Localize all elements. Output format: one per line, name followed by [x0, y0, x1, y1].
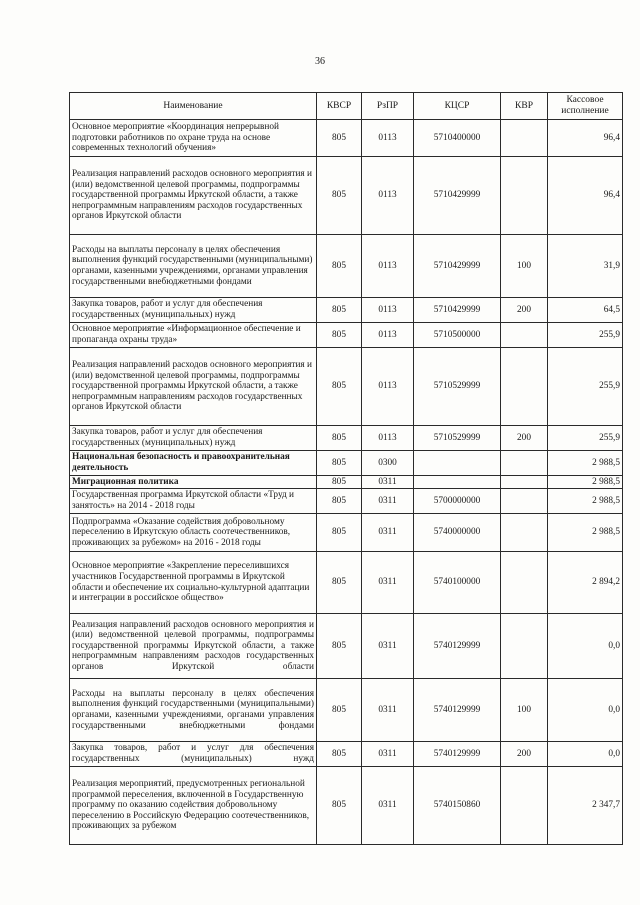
cell-kvr	[501, 120, 548, 157]
cell-kvr	[501, 348, 548, 426]
cell-name: Подпрограмма «Оказание содействия добровольному переселению в Иркутскую область соотечественников, проживающих за рубежом» на 2016 - 2018 годы	[70, 514, 317, 552]
cell-kvr	[501, 489, 548, 514]
cell-kvr	[501, 614, 548, 679]
cell-kcsr: 5710429999	[414, 157, 501, 235]
cell-name: Расходы на выплаты персоналу в целях обеспечения выполнения функций государственными (муниципальными) органами, казенными учреждениями, органами управления государственными внебюджетными фондами	[70, 235, 317, 298]
table-row	[70, 614, 623, 679]
table-row	[70, 552, 623, 614]
cell-amount: 255,9	[548, 348, 623, 426]
cell-kcsr: 5710500000	[414, 323, 501, 348]
cell-kcsr: 5740150860	[414, 767, 501, 845]
header-kvr: КВР	[501, 93, 548, 120]
cell-amount: 255,9	[548, 323, 623, 348]
cell-kcsr: 5710429999	[414, 235, 501, 298]
cell-name: Реализация направлений расходов основного мероприятия и (или) ведомственной целевой программы, подпрограммы государственной программы Иркутской области, а также непрограммным направлениям расходов государственных органов Иркутской области	[70, 348, 317, 426]
cell-rzpr: 0300	[362, 451, 414, 476]
cell-name: Основное мероприятие «Координация непрерывной подготовки работников по охране труда на основе современных технологий обучения»	[70, 120, 317, 157]
cell-kvr	[501, 157, 548, 235]
header-amount: Кассовое исполнение	[548, 93, 623, 120]
cell-kvr	[501, 552, 548, 614]
cell-name: Расходы на выплаты персоналу в целях обеспечения выполнения функций государственными (муниципальными) органами, казенными учреждениями, органами управления государственными внебюджетными фондами	[70, 679, 317, 742]
cell-name: Реализация направлений расходов основного мероприятия и (или) ведомственной целевой программы, подпрограммы государственной программы Иркутской области, а также непрограммным направлениям расходов государственных органов Иркутской области	[70, 157, 317, 235]
cell-name: Основное мероприятие «Закрепление переселившихся участников Государственной программы в Иркутской области и обеспечение их социально-культурной адаптации и интеграции в российское общество»	[70, 552, 317, 614]
cell-kvr: 200	[501, 426, 548, 451]
cell-amount: 2 988,5	[548, 489, 623, 514]
table-row	[70, 348, 623, 426]
cell-kvsr: 805	[317, 451, 362, 476]
table-row	[70, 120, 623, 157]
cell-kvr	[501, 767, 548, 845]
cell-name: Закупка товаров, работ и услуг для обеспечения государственных (муниципальных) нужд	[70, 298, 317, 323]
cell-amount: 2 988,5	[548, 476, 623, 489]
cell-kvr	[501, 476, 548, 489]
table-body	[70, 120, 623, 845]
cell-kcsr	[414, 451, 501, 476]
cell-amount: 0,0	[548, 679, 623, 742]
page-number: 36	[315, 56, 325, 67]
cell-rzpr: 0113	[362, 323, 414, 348]
table-row	[70, 476, 623, 489]
cell-rzpr: 0311	[362, 767, 414, 845]
cell-amount: 64,5	[548, 298, 623, 323]
cell-kvr: 100	[501, 235, 548, 298]
cell-kcsr	[414, 476, 501, 489]
cell-kvsr: 805	[317, 426, 362, 451]
cell-kvr: 200	[501, 742, 548, 767]
table-row	[70, 489, 623, 514]
cell-amount: 96,4	[548, 120, 623, 157]
cell-amount: 0,0	[548, 742, 623, 767]
cell-name: Закупка товаров, работ и услуг для обеспечения государственных (муниципальных) нужд	[70, 426, 317, 451]
cell-kcsr: 5710400000	[414, 120, 501, 157]
cell-kvsr: 805	[317, 489, 362, 514]
header-kvsr: КВСР	[317, 93, 362, 120]
cell-amount: 31,9	[548, 235, 623, 298]
cell-kvsr: 805	[317, 235, 362, 298]
cell-kvsr: 805	[317, 323, 362, 348]
cell-rzpr: 0113	[362, 298, 414, 323]
cell-kvr: 100	[501, 679, 548, 742]
cell-kcsr: 5710529999	[414, 426, 501, 451]
cell-rzpr: 0113	[362, 157, 414, 235]
cell-kvsr: 805	[317, 298, 362, 323]
cell-amount: 96,4	[548, 157, 623, 235]
cell-kvr: 200	[501, 298, 548, 323]
cell-name: Реализация мероприятий, предусмотренных региональной программой переселения, включенной в Государственную программу по оказанию содействия добровольному переселению в Российскую Федерацию соотечественников, проживающих за рубежом	[70, 767, 317, 845]
cell-rzpr: 0311	[362, 679, 414, 742]
cell-name: Закупка товаров, работ и услуг для обеспечения государственных (муниципальных) нужд	[70, 742, 317, 767]
cell-kcsr: 5710429999	[414, 298, 501, 323]
cell-kvsr: 805	[317, 120, 362, 157]
cell-kvsr: 805	[317, 552, 362, 614]
cell-kvsr: 805	[317, 514, 362, 552]
cell-kvsr: 805	[317, 742, 362, 767]
table-header-row	[70, 93, 623, 120]
cell-rzpr: 0113	[362, 235, 414, 298]
cell-kvsr: 805	[317, 679, 362, 742]
cell-name: Основное мероприятие «Информационное обеспечение и пропаганда охраны труда»	[70, 323, 317, 348]
cell-amount: 2 988,5	[548, 451, 623, 476]
table-row	[70, 157, 623, 235]
cell-kvr	[501, 514, 548, 552]
cell-kcsr: 5740100000	[414, 552, 501, 614]
cell-kcsr: 5700000000	[414, 489, 501, 514]
cell-amount: 2 894,2	[548, 552, 623, 614]
cell-rzpr: 0311	[362, 514, 414, 552]
header-rzpr: РзПР	[362, 93, 414, 120]
cell-kcsr: 5740000000	[414, 514, 501, 552]
cell-kcsr: 5740129999	[414, 614, 501, 679]
cell-rzpr: 0311	[362, 614, 414, 679]
table-row	[70, 451, 623, 476]
cell-amount: 255,9	[548, 426, 623, 451]
cell-name: Государственная программа Иркутской области «Труд и занятость» на 2014 - 2018 годы	[70, 489, 317, 514]
cell-rzpr: 0311	[362, 489, 414, 514]
table-row	[70, 235, 623, 298]
header-kcsr: КЦСР	[414, 93, 501, 120]
cell-kvr	[501, 451, 548, 476]
cell-rzpr: 0311	[362, 742, 414, 767]
table-row	[70, 679, 623, 742]
budget-execution-table	[69, 92, 623, 845]
cell-name: Миграционная политика	[70, 476, 317, 489]
cell-amount: 2 347,7	[548, 767, 623, 845]
table-row	[70, 323, 623, 348]
cell-kvr	[501, 323, 548, 348]
cell-kvsr: 805	[317, 476, 362, 489]
cell-rzpr: 0113	[362, 426, 414, 451]
cell-kvsr: 805	[317, 348, 362, 426]
cell-kvsr: 805	[317, 614, 362, 679]
header-name: Наименование	[70, 93, 317, 120]
cell-rzpr: 0311	[362, 552, 414, 614]
table-row	[70, 298, 623, 323]
cell-rzpr: 0113	[362, 120, 414, 157]
cell-name: Национальная безопасность и правоохранительная деятельность	[70, 451, 317, 476]
table-row	[70, 426, 623, 451]
cell-amount: 0,0	[548, 614, 623, 679]
cell-amount: 2 988,5	[548, 514, 623, 552]
cell-kcsr: 5740129999	[414, 679, 501, 742]
table-row	[70, 742, 623, 767]
cell-rzpr: 0113	[362, 348, 414, 426]
cell-kvsr: 805	[317, 157, 362, 235]
cell-kcsr: 5740129999	[414, 742, 501, 767]
cell-rzpr: 0311	[362, 476, 414, 489]
table-row	[70, 767, 623, 845]
cell-kvsr: 805	[317, 767, 362, 845]
cell-kcsr: 5710529999	[414, 348, 501, 426]
cell-name: Реализация направлений расходов основного мероприятия и (или) ведомственной целевой программы, подпрограммы государственной программы Иркутской области, а также непрограммным направлениям расходов государственных органов Иркутской области	[70, 614, 317, 679]
table-row	[70, 514, 623, 552]
